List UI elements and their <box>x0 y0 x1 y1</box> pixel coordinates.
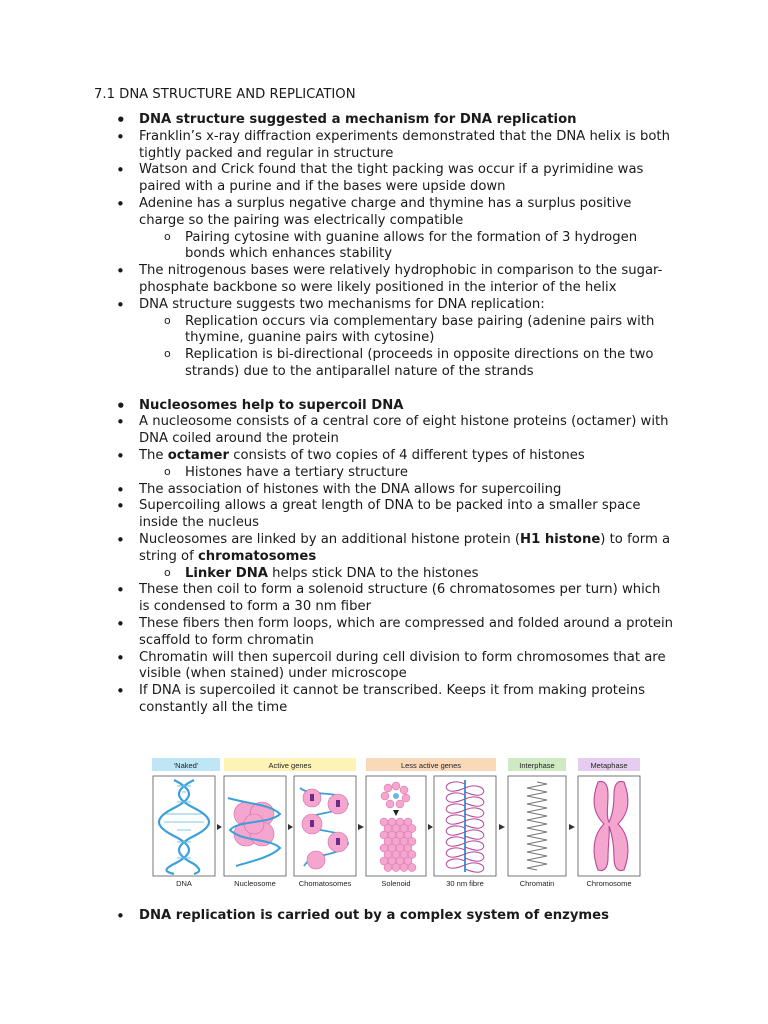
list-item: • Watson and Crick found that the tight packing was occur if a pyrimidine was paired with a purine and if the bases were upside down <box>114 162 674 196</box>
list-item: • A nucleosome consists of a central core of eight histone proteins (octamer) with DNA coiled around the protein <box>114 414 674 448</box>
list-item: • The association of histones with the DNA allows for supercoiling <box>114 482 674 499</box>
final-bullet: • DNA replication is carried out by a complex system of enzymes <box>114 908 714 925</box>
text-span: ) to form a string of <box>139 531 671 564</box>
list-item <box>114 532 674 566</box>
chromatin-figure <box>152 758 642 890</box>
list-item: • These then coil to form a solenoid structure (6 chromatosomes per turn) which is condensed to form a 30 nm fiber <box>114 582 674 616</box>
panel-dna <box>153 776 215 876</box>
list-item: • The nitrogenous bases were relatively hydrophobic in comparison to the sugar-phosphate backbone so were likely positioned in the interior of the helix <box>114 263 674 297</box>
chromatin-diagram <box>152 758 642 890</box>
bold-term: chromatosomes <box>197 548 317 564</box>
section-heading: 7.1 DNA STRUCTURE AND REPLICATION <box>94 87 356 102</box>
sub-list-item: o Pairing cytosine with guanine allows for the formation of 3 hydrogen bonds which enhances stability <box>114 230 674 264</box>
text-span: helps stick DNA to the histones <box>267 565 479 581</box>
list-item: • DNA structure suggested a mechanism for DNA replication <box>114 112 674 129</box>
list-item: • Adenine has a surplus negative charge and thymine has a surplus positive charge so the pairing was electrically compatible <box>114 196 674 230</box>
bold-term: Linker DNA <box>185 565 268 581</box>
final-bullet-list <box>114 908 714 925</box>
label-30nm: 30 nm fibre <box>446 879 484 888</box>
bold-term: octamer <box>167 447 230 463</box>
text-span: The <box>139 447 168 463</box>
label-solenoid: Solenoid <box>381 879 411 888</box>
header-label-interphase: Interphase <box>519 761 555 770</box>
header-label-naked: ‘Naked’ <box>173 761 199 770</box>
label-chomatosomes: Chomatosomes <box>298 879 352 888</box>
text-span: consists of two copies of 4 different types of histones <box>229 447 585 463</box>
bold-term: H1 histone <box>520 531 601 547</box>
list-item: • Franklin’s x-ray diffraction experiments demonstrated that the DNA helix is both tightly packed and regular in structure <box>114 129 674 163</box>
sub-list-item <box>114 566 674 583</box>
label-chromatin: Chromatin <box>519 879 555 888</box>
list-item: • Supercoiling allows a great length of DNA to be packed into a smaller space inside the nucleus <box>114 498 674 532</box>
sub-list-item: o Histones have a tertiary structure <box>114 465 674 482</box>
list-item: • DNA structure suggests two mechanisms for DNA replication: <box>114 297 674 314</box>
header-label-active: Active genes <box>268 761 312 770</box>
list-item: • If DNA is supercoiled it cannot be transcribed. Keeps it from making proteins constantly all the time <box>114 683 674 717</box>
bullet-list <box>114 112 674 717</box>
label-dna: DNA <box>176 879 192 888</box>
list-item: • Chromatin will then supercoil during cell division to form chromosomes that are visible (when stained) under microscope <box>114 650 674 684</box>
list-spacer <box>114 381 674 398</box>
sub-list-item: o Replication is bi-directional (proceeds in opposite directions on the two strands) due to the antiparallel nature of the strands <box>114 347 674 381</box>
header-label-less-active: Less active genes <box>400 761 462 770</box>
label-chromosome: Chromosome <box>586 879 632 888</box>
list-item: • Nucleosomes help to supercoil DNA <box>114 398 674 415</box>
sub-list-item: o Replication occurs via complementary base pairing (adenine pairs with thymine, guanine pairs with cytosine) <box>114 314 674 348</box>
text-span: Nucleosomes are linked by an additional histone protein ( <box>139 531 521 547</box>
list-item: • These fibers then form loops, which are compressed and folded around a protein scaffold to form chromatin <box>114 616 674 650</box>
header-label-metaphase: Metaphase <box>590 761 628 770</box>
label-nucleosome: Nucleosome <box>234 879 276 888</box>
list-item <box>114 448 674 465</box>
